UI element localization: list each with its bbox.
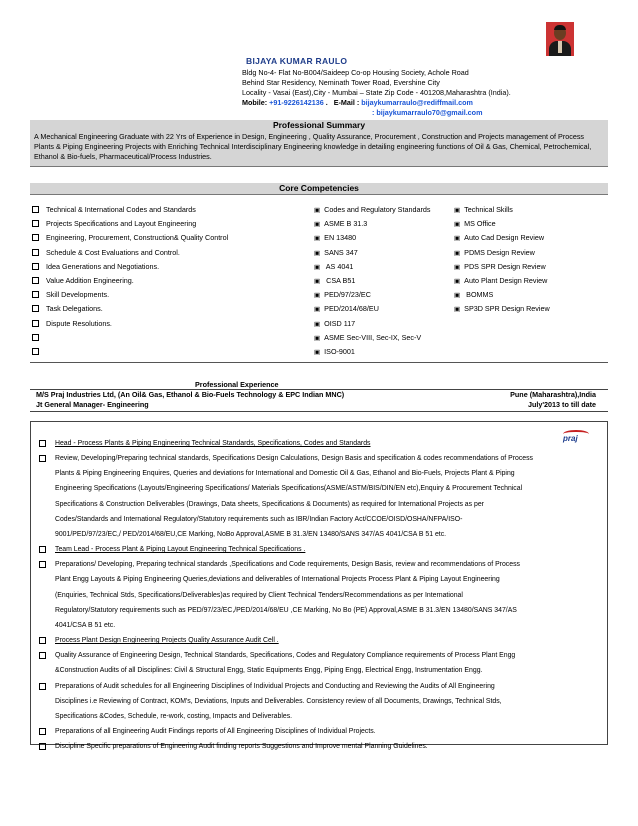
competency-item: [32, 345, 228, 359]
experience-text: Codes/Standards and International Regulatory/Statutory requirements such as IBR/Indian Factory Act/CCOE/OISD/OSHA/NFPA/ISO-: [55, 515, 463, 523]
competency-item: [32, 317, 228, 331]
competency-label: Task Delegations.: [46, 304, 103, 314]
competency-item: [454, 203, 550, 217]
square-bullet-icon: ▣: [314, 306, 321, 314]
square-bullet-icon: ▣: [314, 207, 321, 214]
competency-label: SP3D SPR Design Review: [464, 304, 550, 314]
competency-item: [32, 217, 228, 231]
checkbox-icon: [39, 455, 46, 462]
email-label: E-Mail :: [333, 98, 362, 107]
competency-label: MS Office: [464, 219, 496, 229]
competency-item: [314, 331, 430, 345]
experience-heading: Team Lead - Process Plant & Piping Layout Engineering Technical Specifications .: [55, 546, 306, 554]
checkbox-icon: [32, 220, 39, 227]
company-location: Pune (Maharashtra),India: [510, 390, 596, 399]
checkbox-icon: [39, 743, 46, 750]
experience-item: [39, 739, 599, 754]
experience-heading: Process Plant Design Engineering Projects Quality Assurance Audit Cell .: [55, 637, 279, 645]
competency-label: EN 13480: [324, 233, 357, 243]
competency-item: [454, 260, 550, 274]
divider: [30, 411, 608, 412]
square-bullet-icon: ▣: [314, 263, 321, 271]
experience-text: Plants & Piping Engineering Enquires, Queries and deviations for International and Domestic Oil & Gas, Ethanol and Bio-Fuels, Projects Plant & Piping: [55, 470, 515, 478]
competency-label: ASME B 31.3: [324, 219, 368, 229]
competency-label: Technical & International Codes and Standards: [46, 205, 196, 214]
experience-heading: Head - Process Plants & Piping Engineering Technical Standards, Specifications, Codes and Standards: [55, 440, 371, 447]
checkbox-icon: [32, 291, 39, 298]
experience-text: Specifications & Construction Deliverables (Drawings, Data sheets, Specifications & Documents) as required for International Projects as per: [55, 500, 484, 508]
checkbox-icon: [32, 263, 39, 270]
core-title-bar: [30, 183, 608, 195]
core-column-1: [32, 203, 228, 359]
competency-item: [314, 203, 430, 217]
competency-label: Technical Skills: [464, 205, 513, 214]
company-row: [36, 390, 606, 400]
competency-item: [32, 302, 228, 316]
address-line-1: Bldg No-4- Flat No-B004/Saideep Co-op Housing Society, Achole Road: [242, 68, 469, 77]
competency-label: Codes and Regulatory Standards: [324, 205, 431, 214]
square-bullet-icon: ▣: [454, 221, 461, 229]
competency-label: Idea Generations and Negotiations.: [46, 261, 160, 271]
email-link-2[interactable]: : bijaykumarraulo70@gmail.com: [372, 108, 483, 117]
checkbox-icon: [39, 561, 46, 568]
experience-item: [39, 451, 599, 542]
checkbox-icon: [39, 683, 46, 690]
checkbox-icon: [32, 348, 39, 355]
competency-label: Dispute Resolutions.: [46, 318, 112, 328]
candidate-name: BIJAYA KUMAR RAULO: [246, 56, 348, 66]
competency-label: SANS 347: [324, 247, 358, 257]
experience-text: Specifications &Codes, Schedule, re-work, costing, Impacts and Deliverables.: [55, 712, 293, 720]
experience-text: Quality Assurance of Engineering Design, Technical Standards, Specifications, Codes and Regulatory Compliance requirements of Process Plant Engg: [55, 652, 516, 660]
praj-logo-text: praj: [563, 434, 578, 443]
competency-label: CSA B51: [324, 275, 356, 285]
competency-label: Auto Cad Design Review: [464, 233, 545, 243]
competency-label: ISO-9001: [324, 346, 355, 356]
square-bullet-icon: ▣: [314, 249, 321, 257]
square-bullet-icon: ▣: [454, 235, 461, 243]
experience-text: Preparations of Audit schedules for all Engineering Disciplines of Individual Projects and Conducting and Reviewing the Audits of All Engineering: [55, 682, 495, 690]
experience-text: (Enquiries, Technical Stds, Specifications/Deliverables)as required by Client Technical Tenders/Recommendations as per International: [55, 591, 463, 599]
competency-item: [314, 288, 430, 302]
job-role: Jt General Manager- Engineering: [36, 400, 149, 409]
competency-item: [314, 302, 430, 316]
competency-label: BOMMS: [464, 290, 494, 300]
square-bullet-icon: ▣: [314, 292, 321, 300]
core-column-2: [314, 203, 430, 359]
experience-text: Review, Developing/Preparing technical standards, Specifications Design Calculations, Design Basis and specification & codes recommendations of Process: [55, 455, 534, 463]
square-bullet-icon: ▣: [454, 249, 461, 257]
experience-text: Preparations of all Engineering Audit Findings reports of All Engineering Disciplines of Individual Projects.: [55, 727, 376, 735]
contact-line: Mobile: +91-9226142136 . E-Mail : bijaykumarraulo@rediffmail.com: [242, 98, 473, 107]
competency-item: [314, 246, 430, 260]
checkbox-icon: [32, 320, 39, 327]
competency-label: PDMS Design Review: [464, 247, 535, 257]
contact-line-2: [372, 108, 482, 118]
checkbox-icon: [32, 305, 39, 312]
square-bullet-icon: ▣: [454, 207, 461, 214]
competency-item: [454, 274, 550, 288]
experience-item: [39, 436, 599, 451]
checkbox-icon: [39, 637, 46, 644]
address-line-3: Locality - Vasai (East),City - Mumbai – State Zip Code - 401208,Maharashtra (India).: [242, 88, 511, 97]
square-bullet-icon: ▣: [314, 334, 321, 342]
competency-label: Auto Plant Design Review: [464, 275, 548, 285]
experience-title: Professional Experience: [195, 380, 279, 389]
square-bullet-icon: ▣: [314, 235, 321, 243]
experience-text: Regulatory/Statutory requirements such as PED/97/23/EC,/PED/2014/68/EU ,CE Marking, No Bo (PE) Approval,ASME B 31.3/EN 13480/SANS 347/AS: [55, 606, 517, 614]
experience-item: [39, 679, 599, 724]
competency-label: Engineering, Procurement, Construction& Quality Control: [46, 233, 229, 243]
experience-text: 4041/CSA B 51 etc.: [55, 621, 116, 629]
core-column-3: [454, 203, 550, 317]
competency-label: PED/97/23/EC: [324, 290, 371, 300]
checkbox-icon: [32, 249, 39, 256]
checkbox-icon: [32, 277, 39, 284]
address-line-2: Behind Star Residency, Neminath Tower Road, Evershine City: [242, 78, 440, 87]
competency-item: [454, 217, 550, 231]
competency-item: [32, 331, 228, 345]
competency-item: [314, 217, 430, 231]
competency-item: [32, 288, 228, 302]
square-bullet-icon: ▣: [314, 221, 321, 229]
square-bullet-icon: ▣: [454, 292, 461, 300]
competency-item: [32, 246, 228, 260]
experience-item: [39, 633, 599, 648]
competency-item: [454, 231, 550, 245]
job-period: July'2013 to till date: [527, 400, 596, 409]
competency-label: AS 4041: [324, 261, 354, 271]
competency-item: [32, 231, 228, 245]
core-title: Core Competencies: [279, 183, 359, 193]
experience-item: [39, 557, 599, 633]
square-bullet-icon: ▣: [454, 306, 461, 314]
checkbox-icon: [32, 334, 39, 341]
experience-item: [39, 648, 599, 678]
square-bullet-icon: ▣: [314, 348, 321, 356]
experience-text: Engineering Specifications (Layouts/Engineering Specifications/ Materials Specifications(ASME/ASTM/BIS/DIN/EN etc),Enquiry & Procurement Technical: [55, 485, 523, 493]
mobile-label: Mobile:: [242, 98, 270, 107]
checkbox-icon: [39, 546, 46, 553]
checkbox-icon: [32, 234, 39, 241]
square-bullet-icon: ▣: [454, 263, 461, 271]
competency-item: [32, 274, 228, 288]
checkbox-icon: [39, 728, 46, 735]
experience-text: Discipline Specific preparations of Engineering Audit finding reports Suggestions and Improve mental Planning Guidelines.: [55, 743, 428, 751]
competency-label: Schedule & Cost Evaluations and Control.: [46, 247, 180, 257]
square-bullet-icon: ▣: [454, 277, 461, 285]
summary-title: Professional Summary: [272, 120, 366, 130]
summary-section: [30, 120, 608, 167]
competency-item: [454, 246, 550, 260]
competency-label: Skill Developments.: [46, 290, 110, 300]
competency-item: [314, 345, 430, 359]
mobile-number[interactable]: +91-9226142136: [269, 98, 324, 107]
competency-item: [314, 231, 430, 245]
summary-text: A Mechanical Engineering Graduate with 22 Yrs of Experience in Design, Engineering , Quality Assurance, Procurement , Construction and Projects management of Process Plants & Piping Engineering Projects with Enriching Technical Interdisciplinary Engineering knowledge in detailing engineering functions of Oil & Gas, Chemical, Petrochemical, Ethanol & Bio-fuels, Pharmaceutical/Process Industries.: [34, 132, 592, 161]
competency-label: OISD 117: [324, 318, 356, 328]
competency-item: [32, 203, 228, 217]
experience-text: 9001/PED/97/23/EC,/ PED/2014/68/EU,CE Marking, NoBo Approval,ASME B 31.3/EN 13480/SANS 347/AS 4041/CSA B 51 etc.: [55, 530, 447, 538]
checkbox-icon: [39, 440, 46, 447]
experience-details-box: [30, 421, 608, 751]
competency-item: [314, 317, 430, 331]
competency-label: Value Addition Engineering.: [46, 275, 134, 285]
competency-item: [454, 288, 550, 302]
company-name: M/S Praj Industries Ltd, (An Oil& Gas, Ethanol & Bio-Fuels Technology & EPC Indian MNC): [36, 390, 345, 399]
competency-label: PED/2014/68/EU: [324, 304, 379, 314]
competency-item: [454, 302, 550, 316]
email-link-1[interactable]: bijaykumarraulo@rediffmail.com: [361, 98, 473, 107]
role-row: [36, 400, 606, 410]
checkbox-icon: [39, 652, 46, 659]
competency-item: [314, 260, 430, 274]
core-competencies-section: [30, 183, 608, 363]
square-bullet-icon: ▣: [314, 277, 321, 285]
competency-label: ASME Sec-VIII, Sec-IX, Sec-V: [324, 332, 422, 342]
competency-item: [32, 260, 228, 274]
competency-item: [314, 274, 430, 288]
experience-list: [39, 436, 599, 754]
experience-item: [39, 542, 599, 557]
experience-text: Preparations/ Developing, Preparing technical standards ,Specifications and Code requirements, Design Basis, review and recommendations of Process: [55, 561, 520, 569]
checkbox-icon: [32, 206, 39, 213]
competency-label: Projects Specifications and Layout Engineering: [46, 219, 197, 229]
experience-item: [39, 724, 599, 739]
square-bullet-icon: ▣: [314, 320, 321, 328]
competency-label: PDS SPR Design Review: [464, 261, 546, 271]
experience-text: Plant Engg Layouts & Piping Engineering Queries,deviations and deliverables of International Projects Process Plant & Piping Layout Engineering: [55, 576, 500, 584]
experience-text: Disciplines i.e Reviewing of Contract, KOM's, Deviations, Inputs and Deliverables. Consistency review of all Documents, Drawings, Technical Stds,: [55, 697, 502, 705]
profile-photo: [546, 22, 574, 56]
experience-text: &Construction Audits of all Disciplines: Civil & Structural Engg, Static Equipments Engg, Piping Engg, Electrical Engg, Instrumentation Engg.: [55, 667, 483, 675]
